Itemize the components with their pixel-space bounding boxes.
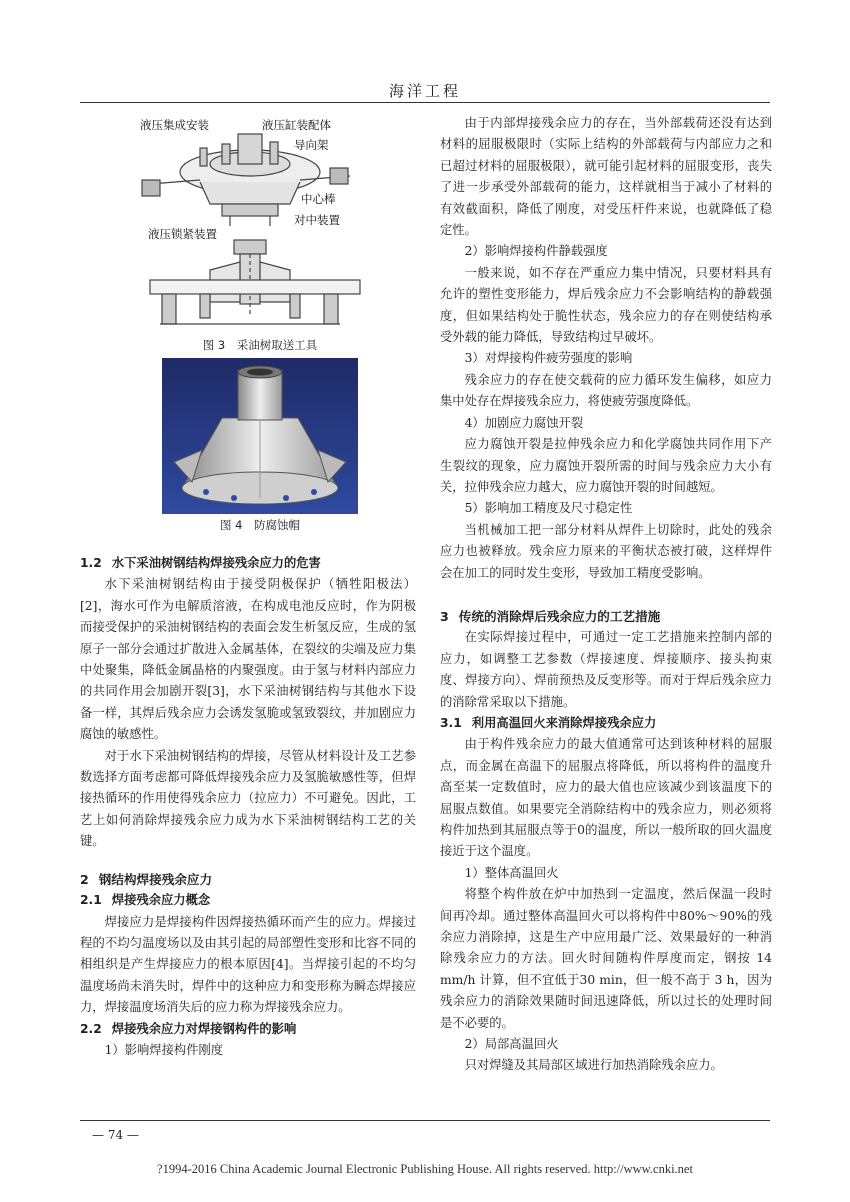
paragraph: 焊接应力是焊接构件因焊接热循环而产生的应力。焊接过程的不均匀温度场以及由其引起的局部塑性变形和比容不同的相组织是产生焊接应力的根本原因[4]。当焊接引起的不均匀温度场尚未消失时，焊件中的这种应力和变形称为瞬态焊接应力，焊接温度场消失后的应力称为焊接残余应力。 — [80, 914, 416, 1015]
section-number: 3.1 — [440, 715, 462, 730]
paragraph: 在实际焊接过程中，可通过一定工艺措施来控制内部的应力，如调整工艺参数（焊接速度、焊接顺序、接头拘束度、焊接方向）、焊前预热及反变形等。而对于焊后残余应力的消除常采取以下措施。 — [440, 630, 772, 709]
list-item: 2）局部高温回火 — [464, 1037, 559, 1052]
section-number: 2.2 — [80, 1021, 102, 1036]
list-item: 4）加剧应力腐蚀开裂 — [464, 415, 584, 430]
label-hydraulic-cylinder: 液压缸装配体 — [262, 118, 331, 132]
section-number: 1.2 — [80, 556, 102, 570]
list-item: 1）影响焊接构件刚度 — [104, 1042, 224, 1057]
section-title: 焊接残余应力对焊接钢构件的影响 — [111, 1021, 297, 1036]
section-number: 3 — [440, 608, 449, 624]
label-locking-device: 液压锁紧装置 — [148, 227, 217, 241]
paragraph: 由于构件残余应力的最大值通常可达到该种材料的屈服点，而金属在高温下的屈服点将降低，所以将构件的温度升高至某一定数值时，应力的最大值也应该减少到该温度下的屈服点数值。如果要完全消除结构中的残余应力，则必须将构件加热到其屈服点等于0的温度，所以一般所取的回火温度接近于这个温度。 — [440, 737, 772, 859]
left-column — [80, 553, 416, 1061]
journal-header: 海洋工程 — [388, 82, 461, 100]
label-alignment-device: 对中装置 — [294, 213, 340, 227]
footer-rule — [80, 1120, 770, 1121]
label-guide-frame: 导向架 — [294, 138, 329, 152]
figure-3-drawing — [140, 112, 380, 334]
list-item: 3）对焊接构件疲劳强度的影响 — [464, 351, 633, 366]
label-center-rod: 中心棒 — [301, 192, 336, 206]
right-column — [440, 113, 772, 1077]
paragraph: 一般来说，如不存在严重应力集中情况，只要材料具有允许的塑性变形能力，焊后残余应力不会影响结构的静载强度，但如果结构处于脆性状态，残余应力的存在则使结构承受外载的能力降低，导致结构过早破坏。 — [440, 265, 772, 345]
section-title: 利用高温回火来消除焊接残余应力 — [471, 715, 657, 730]
section-1-2-heading — [80, 553, 416, 574]
list-item: 1）整体高温回火 — [464, 865, 559, 880]
paragraph: 应力腐蚀开裂是拉伸残余应力和化学腐蚀共同作用下产生裂纹的现象，应力腐蚀开裂所需的时间与残余应力大小有关，拉伸残余应力越大，应力腐蚀开裂的时间越短。 — [440, 437, 772, 494]
section-3-heading — [440, 606, 772, 627]
paragraph: 残余应力的存在使交载荷的应力循环发生偏移，如应力集中处存在焊接残余应力，将使疲劳强度降低。 — [440, 372, 772, 409]
section-2-2-heading — [80, 1019, 416, 1040]
header-rule — [80, 102, 770, 103]
paragraph: 当机械加工把一部分材料从焊件上切除时，此处的残余应力也被释放。残余应力原来的平衡状态被打破，这样焊件会在加工的同时发生变形，导致加工精度受影响。 — [440, 522, 772, 580]
section-number: 2.1 — [80, 893, 102, 908]
paragraph: 水下采油树钢结构由于接受阴极保护（牺牲阳极法）[2]，海水可作为电解质溶液，在构成电池反应时，作为阴极而接受保护的采油树钢结构的表面会发生析氢反应，生成的氢原子一部分会通过扩散进入金属基体，在裂纹的尖端及应力集中处聚集，降低金属晶格的内聚强度。由于氢与材料内部应力的共同作用会加剧开裂[3]，水下采油树钢结构与其他水下设备一样，其焊后残余应力会诱发氢脆或氢致裂纹，并加剧应力腐蚀的敏感性。 — [80, 577, 416, 742]
section-title: 水下采油树钢结构焊接残余应力的危害 — [111, 556, 321, 570]
paragraph: 只对焊缝及其局部区域进行加热消除残余应力。 — [464, 1058, 723, 1073]
section-title: 焊接残余应力概念 — [111, 893, 211, 908]
copyright-line: ?1994-2016 China Academic Journal Electronic Publishing House. All rights reserved. http://www.cnki.net — [157, 1162, 693, 1176]
section-title: 钢结构焊接残余应力 — [98, 871, 213, 887]
list-item: 2）影响焊接构件静载强度 — [464, 244, 608, 259]
section-2-heading — [80, 869, 416, 890]
figure-4-image — [162, 358, 358, 514]
label-hydraulic-assembly: 液压集成安装 — [140, 118, 209, 132]
list-item: 5）影响加工精度及尺寸稳定性 — [464, 501, 633, 516]
section-2-1-heading — [80, 890, 416, 911]
paragraph: 将整个构件放在炉中加热到一定温度，然后保温一段时间再冷却。通过整体高温回火可以将构件中80%～90%的残余应力消除掉，这是生产中应用最广泛、效果最好的一种消除残余应力的方法。回火时间随构件厚度而定，钢按 14 mm/h 计算，但不宜低于30 min，但一般不高于 3 h，因为残余应力的消除效果随时间迅速降低，所以过长的处理时间是不必要的。 — [440, 887, 772, 1030]
section-3-1-heading — [440, 713, 772, 734]
paragraph: 由于内部焊接残余应力的存在，当外部载荷还没有达到材料的屈服极限时（实际上结构的外部载荷与内部应力之和已超过材料的屈服极限），就可能引起材料的屈服变形，丧失了进一步承受外部载荷的能力，这样就相当于减小了材料的有效截面积，降低了刚度，对受压杆件来说，也就降低了稳定性。 — [440, 116, 772, 238]
figure-4-caption: 图 4 防腐蚀帽 — [220, 518, 300, 532]
section-title: 传统的消除焊后残余应力的工艺措施 — [458, 608, 661, 624]
figure-3-caption: 图 3 采油树取送工具 — [202, 338, 318, 352]
section-number: 2 — [80, 871, 89, 887]
paragraph: 对于水下采油树钢结构的焊接，尽管从材料设计及工艺参数选择方面考虑都可降低焊接残余应力及氢脆敏感性等，但焊接热循环的作用使得残余应力（拉应力）不可避免。因此，工艺上如何消除焊接残余应力成为水下采油树钢结构工艺的关键。 — [80, 748, 416, 849]
page-number: — 74 — — [92, 1128, 139, 1142]
